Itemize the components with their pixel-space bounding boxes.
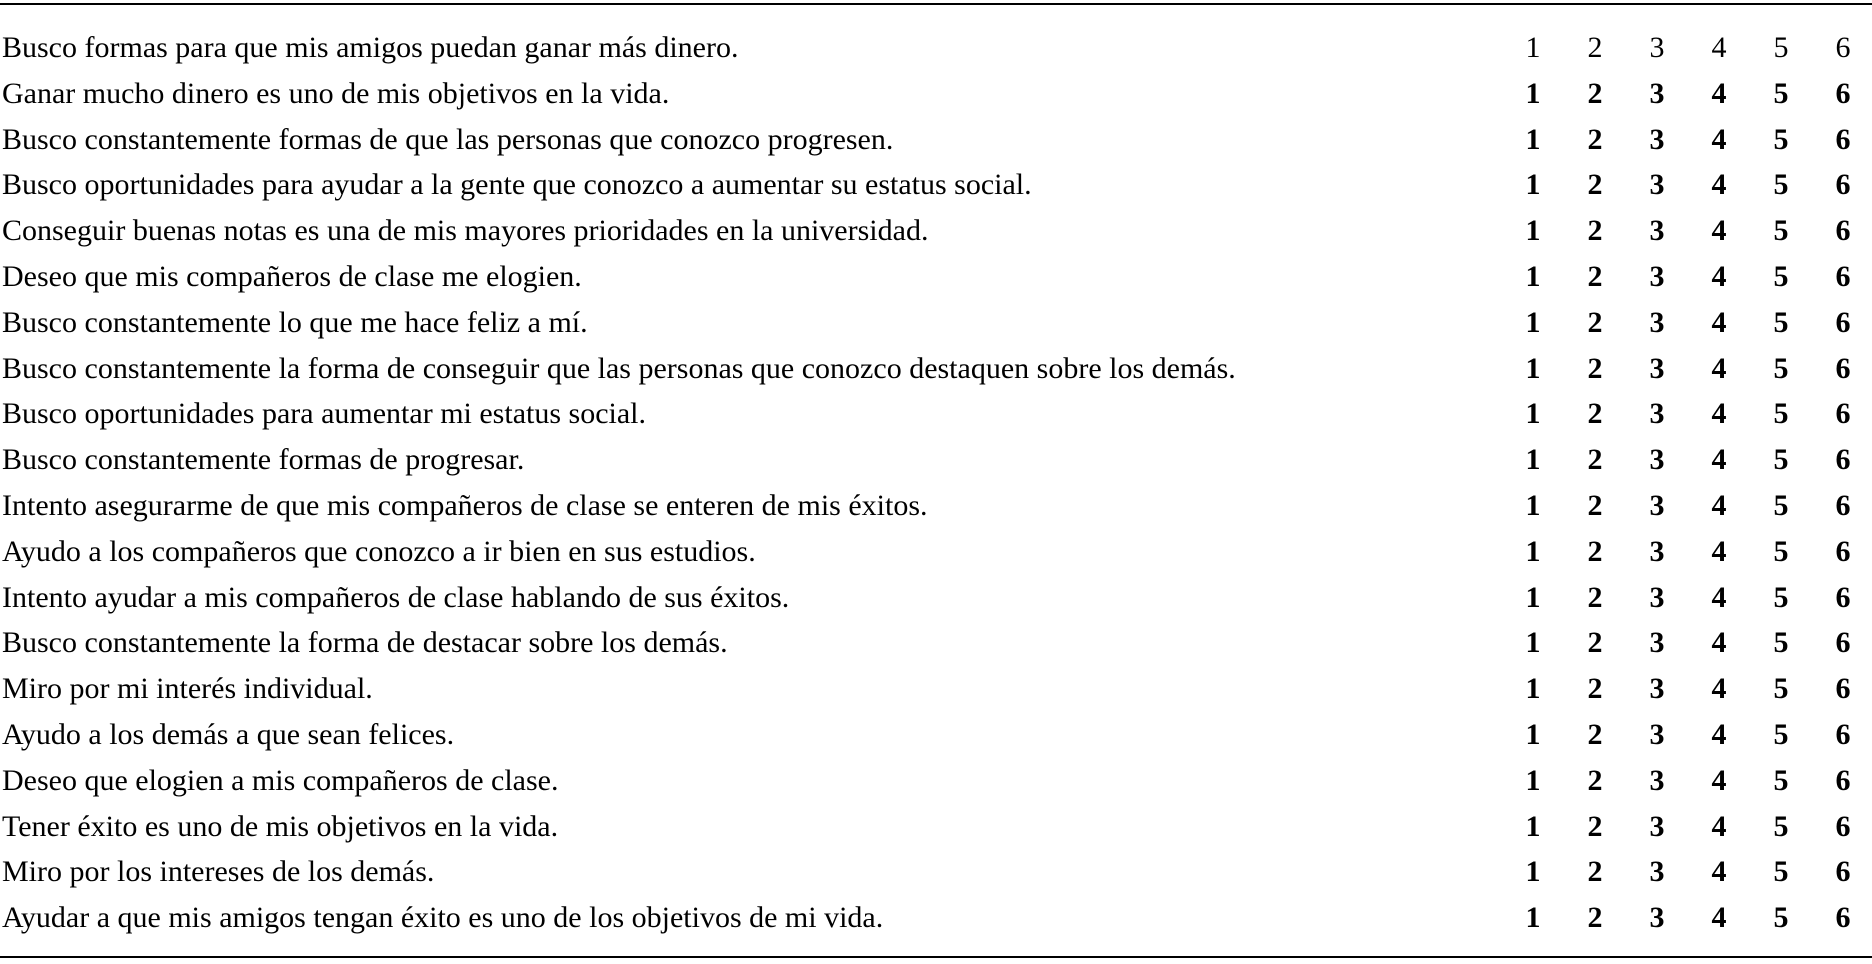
scale-option-5: 5 <box>1773 397 1789 431</box>
scale-option-6: 6 <box>1835 397 1851 431</box>
scale-option-5: 5 <box>1773 901 1789 935</box>
questionnaire-row <box>0 346 1872 392</box>
scale-option-5: 5 <box>1773 580 1789 614</box>
questionnaire-row <box>0 254 1872 300</box>
scale-option-2: 2 <box>1587 717 1603 751</box>
scale-option-3: 3 <box>1649 626 1665 660</box>
scale-option-5: 5 <box>1773 168 1789 202</box>
scale-option-1: 1 <box>1525 76 1541 110</box>
scale-option-6: 6 <box>1835 76 1851 110</box>
scale-option-6: 6 <box>1835 855 1851 889</box>
item-statement: Ganar mucho dinero es uno de mis objetivos en la vida. <box>2 76 670 110</box>
scale-option-2: 2 <box>1587 397 1603 431</box>
questionnaire-row <box>0 71 1872 117</box>
scale-option-6: 6 <box>1835 443 1851 477</box>
scale-option-1: 1 <box>1525 488 1541 522</box>
scale-option-3: 3 <box>1649 901 1665 935</box>
scale-option-2: 2 <box>1587 763 1603 797</box>
scale-option-4: 4 <box>1711 809 1727 843</box>
item-statement: Busco constantemente la forma de conseguir que las personas que conozco destaquen sobre los demás. <box>2 351 1236 385</box>
scale-option-5: 5 <box>1773 443 1789 477</box>
item-statement: Ayudar a que mis amigos tengan éxito es uno de los objetivos de mi vida. <box>2 901 884 935</box>
scale-option-2: 2 <box>1587 305 1603 339</box>
scale-option-1: 1 <box>1525 259 1541 293</box>
scale-option-3: 3 <box>1649 76 1665 110</box>
scale-option-6: 6 <box>1835 351 1851 385</box>
scale-option-1: 1 <box>1525 809 1541 843</box>
scale-option-4: 4 <box>1711 214 1727 248</box>
scale-option-2: 2 <box>1587 626 1603 660</box>
questionnaire-row <box>0 620 1872 666</box>
scale-option-5: 5 <box>1773 122 1789 156</box>
item-statement: Busco constantemente lo que me hace feliz a mí. <box>2 305 588 339</box>
item-statement: Miro por mi interés individual. <box>2 672 373 706</box>
scale-option-4: 4 <box>1711 397 1727 431</box>
questionnaire-table <box>0 25 1872 941</box>
item-statement: Tener éxito es uno de mis objetivos en la vida. <box>2 809 559 843</box>
item-statement: Intento asegurarme de que mis compañeros de clase se enteren de mis éxitos. <box>2 488 928 522</box>
scale-option-3: 3 <box>1649 122 1665 156</box>
scale-option-6: 6 <box>1835 31 1851 64</box>
scale-option-1: 1 <box>1525 855 1541 889</box>
scale-option-4: 4 <box>1711 534 1727 568</box>
scale-option-3: 3 <box>1649 763 1665 797</box>
item-statement: Busco constantemente la forma de destacar sobre los demás. <box>2 626 728 660</box>
item-statement: Busco oportunidades para ayudar a la gente que conozco a aumentar su estatus social. <box>2 168 1032 202</box>
scale-option-2: 2 <box>1587 488 1603 522</box>
scale-option-3: 3 <box>1649 351 1665 385</box>
scale-option-1: 1 <box>1525 305 1541 339</box>
scale-option-4: 4 <box>1711 122 1727 156</box>
scale-option-6: 6 <box>1835 259 1851 293</box>
scale-option-2: 2 <box>1587 901 1603 935</box>
item-statement: Busco formas para que mis amigos puedan ganar más dinero. <box>2 31 739 64</box>
scale-option-6: 6 <box>1835 626 1851 660</box>
scale-option-2: 2 <box>1587 855 1603 889</box>
item-statement: Ayudo a los demás a que sean felices. <box>2 717 455 751</box>
scale-option-5: 5 <box>1773 717 1789 751</box>
scale-option-2: 2 <box>1587 76 1603 110</box>
scale-option-5: 5 <box>1773 351 1789 385</box>
questionnaire-row <box>0 712 1872 758</box>
questionnaire-row <box>0 666 1872 712</box>
scale-option-2: 2 <box>1587 809 1603 843</box>
questionnaire-row <box>0 437 1872 483</box>
scale-option-4: 4 <box>1711 351 1727 385</box>
scale-option-6: 6 <box>1835 305 1851 339</box>
questionnaire-row <box>0 391 1872 437</box>
scale-option-4: 4 <box>1711 259 1727 293</box>
scale-option-2: 2 <box>1587 214 1603 248</box>
item-statement: Intento ayudar a mis compañeros de clase hablando de sus éxitos. <box>2 580 790 614</box>
scale-option-3: 3 <box>1649 488 1665 522</box>
scale-option-5: 5 <box>1773 259 1789 293</box>
questionnaire-row <box>0 804 1872 850</box>
scale-option-3: 3 <box>1649 809 1665 843</box>
scale-option-1: 1 <box>1525 122 1541 156</box>
questionnaire-body <box>0 25 1872 941</box>
scale-option-3: 3 <box>1649 305 1665 339</box>
scale-option-4: 4 <box>1711 672 1727 706</box>
scale-option-5: 5 <box>1773 31 1789 64</box>
scale-option-3: 3 <box>1649 717 1665 751</box>
bottom-rule <box>0 956 1872 958</box>
item-statement: Busco oportunidades para aumentar mi estatus social. <box>2 397 646 431</box>
scale-option-4: 4 <box>1711 443 1727 477</box>
scale-option-3: 3 <box>1649 214 1665 248</box>
top-rule <box>0 3 1872 5</box>
scale-option-2: 2 <box>1587 259 1603 293</box>
scale-option-6: 6 <box>1835 534 1851 568</box>
scale-option-3: 3 <box>1649 855 1665 889</box>
scale-option-5: 5 <box>1773 534 1789 568</box>
scale-option-5: 5 <box>1773 809 1789 843</box>
item-statement: Conseguir buenas notas es una de mis mayores prioridades en la universidad. <box>2 214 929 248</box>
questionnaire-row <box>0 300 1872 346</box>
scale-option-1: 1 <box>1525 31 1541 64</box>
questionnaire-row <box>0 208 1872 254</box>
item-statement: Busco constantemente formas de progresar. <box>2 443 525 477</box>
scale-option-2: 2 <box>1587 672 1603 706</box>
scale-option-3: 3 <box>1649 31 1665 64</box>
scale-option-4: 4 <box>1711 580 1727 614</box>
item-statement: Deseo que elogien a mis compañeros de clase. <box>2 763 559 797</box>
scale-option-5: 5 <box>1773 76 1789 110</box>
scale-option-1: 1 <box>1525 168 1541 202</box>
questionnaire-row <box>0 25 1872 71</box>
scale-option-4: 4 <box>1711 626 1727 660</box>
scale-option-2: 2 <box>1587 534 1603 568</box>
scale-option-1: 1 <box>1525 901 1541 935</box>
scale-option-2: 2 <box>1587 168 1603 202</box>
scale-option-1: 1 <box>1525 626 1541 660</box>
scale-option-3: 3 <box>1649 259 1665 293</box>
item-statement: Miro por los intereses de los demás. <box>2 855 435 889</box>
scale-option-2: 2 <box>1587 122 1603 156</box>
scale-option-2: 2 <box>1587 443 1603 477</box>
scale-option-5: 5 <box>1773 214 1789 248</box>
scale-option-3: 3 <box>1649 534 1665 568</box>
scale-option-5: 5 <box>1773 626 1789 660</box>
scale-option-1: 1 <box>1525 580 1541 614</box>
questionnaire-row <box>0 758 1872 804</box>
questionnaire-row <box>0 849 1872 895</box>
scale-option-3: 3 <box>1649 397 1665 431</box>
scale-option-6: 6 <box>1835 168 1851 202</box>
questionnaire-row <box>0 117 1872 163</box>
scale-option-6: 6 <box>1835 763 1851 797</box>
scale-option-4: 4 <box>1711 901 1727 935</box>
questionnaire-row <box>0 483 1872 529</box>
scale-option-6: 6 <box>1835 901 1851 935</box>
scale-option-1: 1 <box>1525 717 1541 751</box>
scale-option-6: 6 <box>1835 580 1851 614</box>
scale-option-1: 1 <box>1525 214 1541 248</box>
scale-option-3: 3 <box>1649 443 1665 477</box>
scale-option-3: 3 <box>1649 580 1665 614</box>
scale-option-2: 2 <box>1587 351 1603 385</box>
item-statement: Ayudo a los compañeros que conozco a ir bien en sus estudios. <box>2 534 756 568</box>
questionnaire-row <box>0 162 1872 208</box>
scale-option-4: 4 <box>1711 305 1727 339</box>
scale-option-1: 1 <box>1525 397 1541 431</box>
scale-option-4: 4 <box>1711 717 1727 751</box>
scale-option-3: 3 <box>1649 168 1665 202</box>
scale-option-5: 5 <box>1773 488 1789 522</box>
scale-option-6: 6 <box>1835 717 1851 751</box>
scale-option-2: 2 <box>1587 580 1603 614</box>
scale-option-1: 1 <box>1525 351 1541 385</box>
questionnaire-row <box>0 575 1872 621</box>
item-statement: Busco constantemente formas de que las personas que conozco progresen. <box>2 122 894 156</box>
scale-option-6: 6 <box>1835 672 1851 706</box>
scale-option-4: 4 <box>1711 488 1727 522</box>
scale-option-5: 5 <box>1773 672 1789 706</box>
scale-option-6: 6 <box>1835 809 1851 843</box>
questionnaire-row <box>0 895 1872 941</box>
scale-option-4: 4 <box>1711 31 1727 64</box>
scale-option-6: 6 <box>1835 122 1851 156</box>
scale-option-1: 1 <box>1525 443 1541 477</box>
scale-option-1: 1 <box>1525 672 1541 706</box>
scale-option-4: 4 <box>1711 855 1727 889</box>
scale-option-4: 4 <box>1711 168 1727 202</box>
scale-option-4: 4 <box>1711 76 1727 110</box>
scale-option-6: 6 <box>1835 214 1851 248</box>
scale-option-1: 1 <box>1525 534 1541 568</box>
scale-option-4: 4 <box>1711 763 1727 797</box>
item-statement: Deseo que mis compañeros de clase me elogien. <box>2 259 582 293</box>
scale-option-1: 1 <box>1525 763 1541 797</box>
scale-option-2: 2 <box>1587 31 1603 64</box>
scale-option-3: 3 <box>1649 672 1665 706</box>
scale-option-5: 5 <box>1773 763 1789 797</box>
scale-option-5: 5 <box>1773 305 1789 339</box>
scale-option-5: 5 <box>1773 855 1789 889</box>
scale-option-6: 6 <box>1835 488 1851 522</box>
questionnaire-row <box>0 529 1872 575</box>
